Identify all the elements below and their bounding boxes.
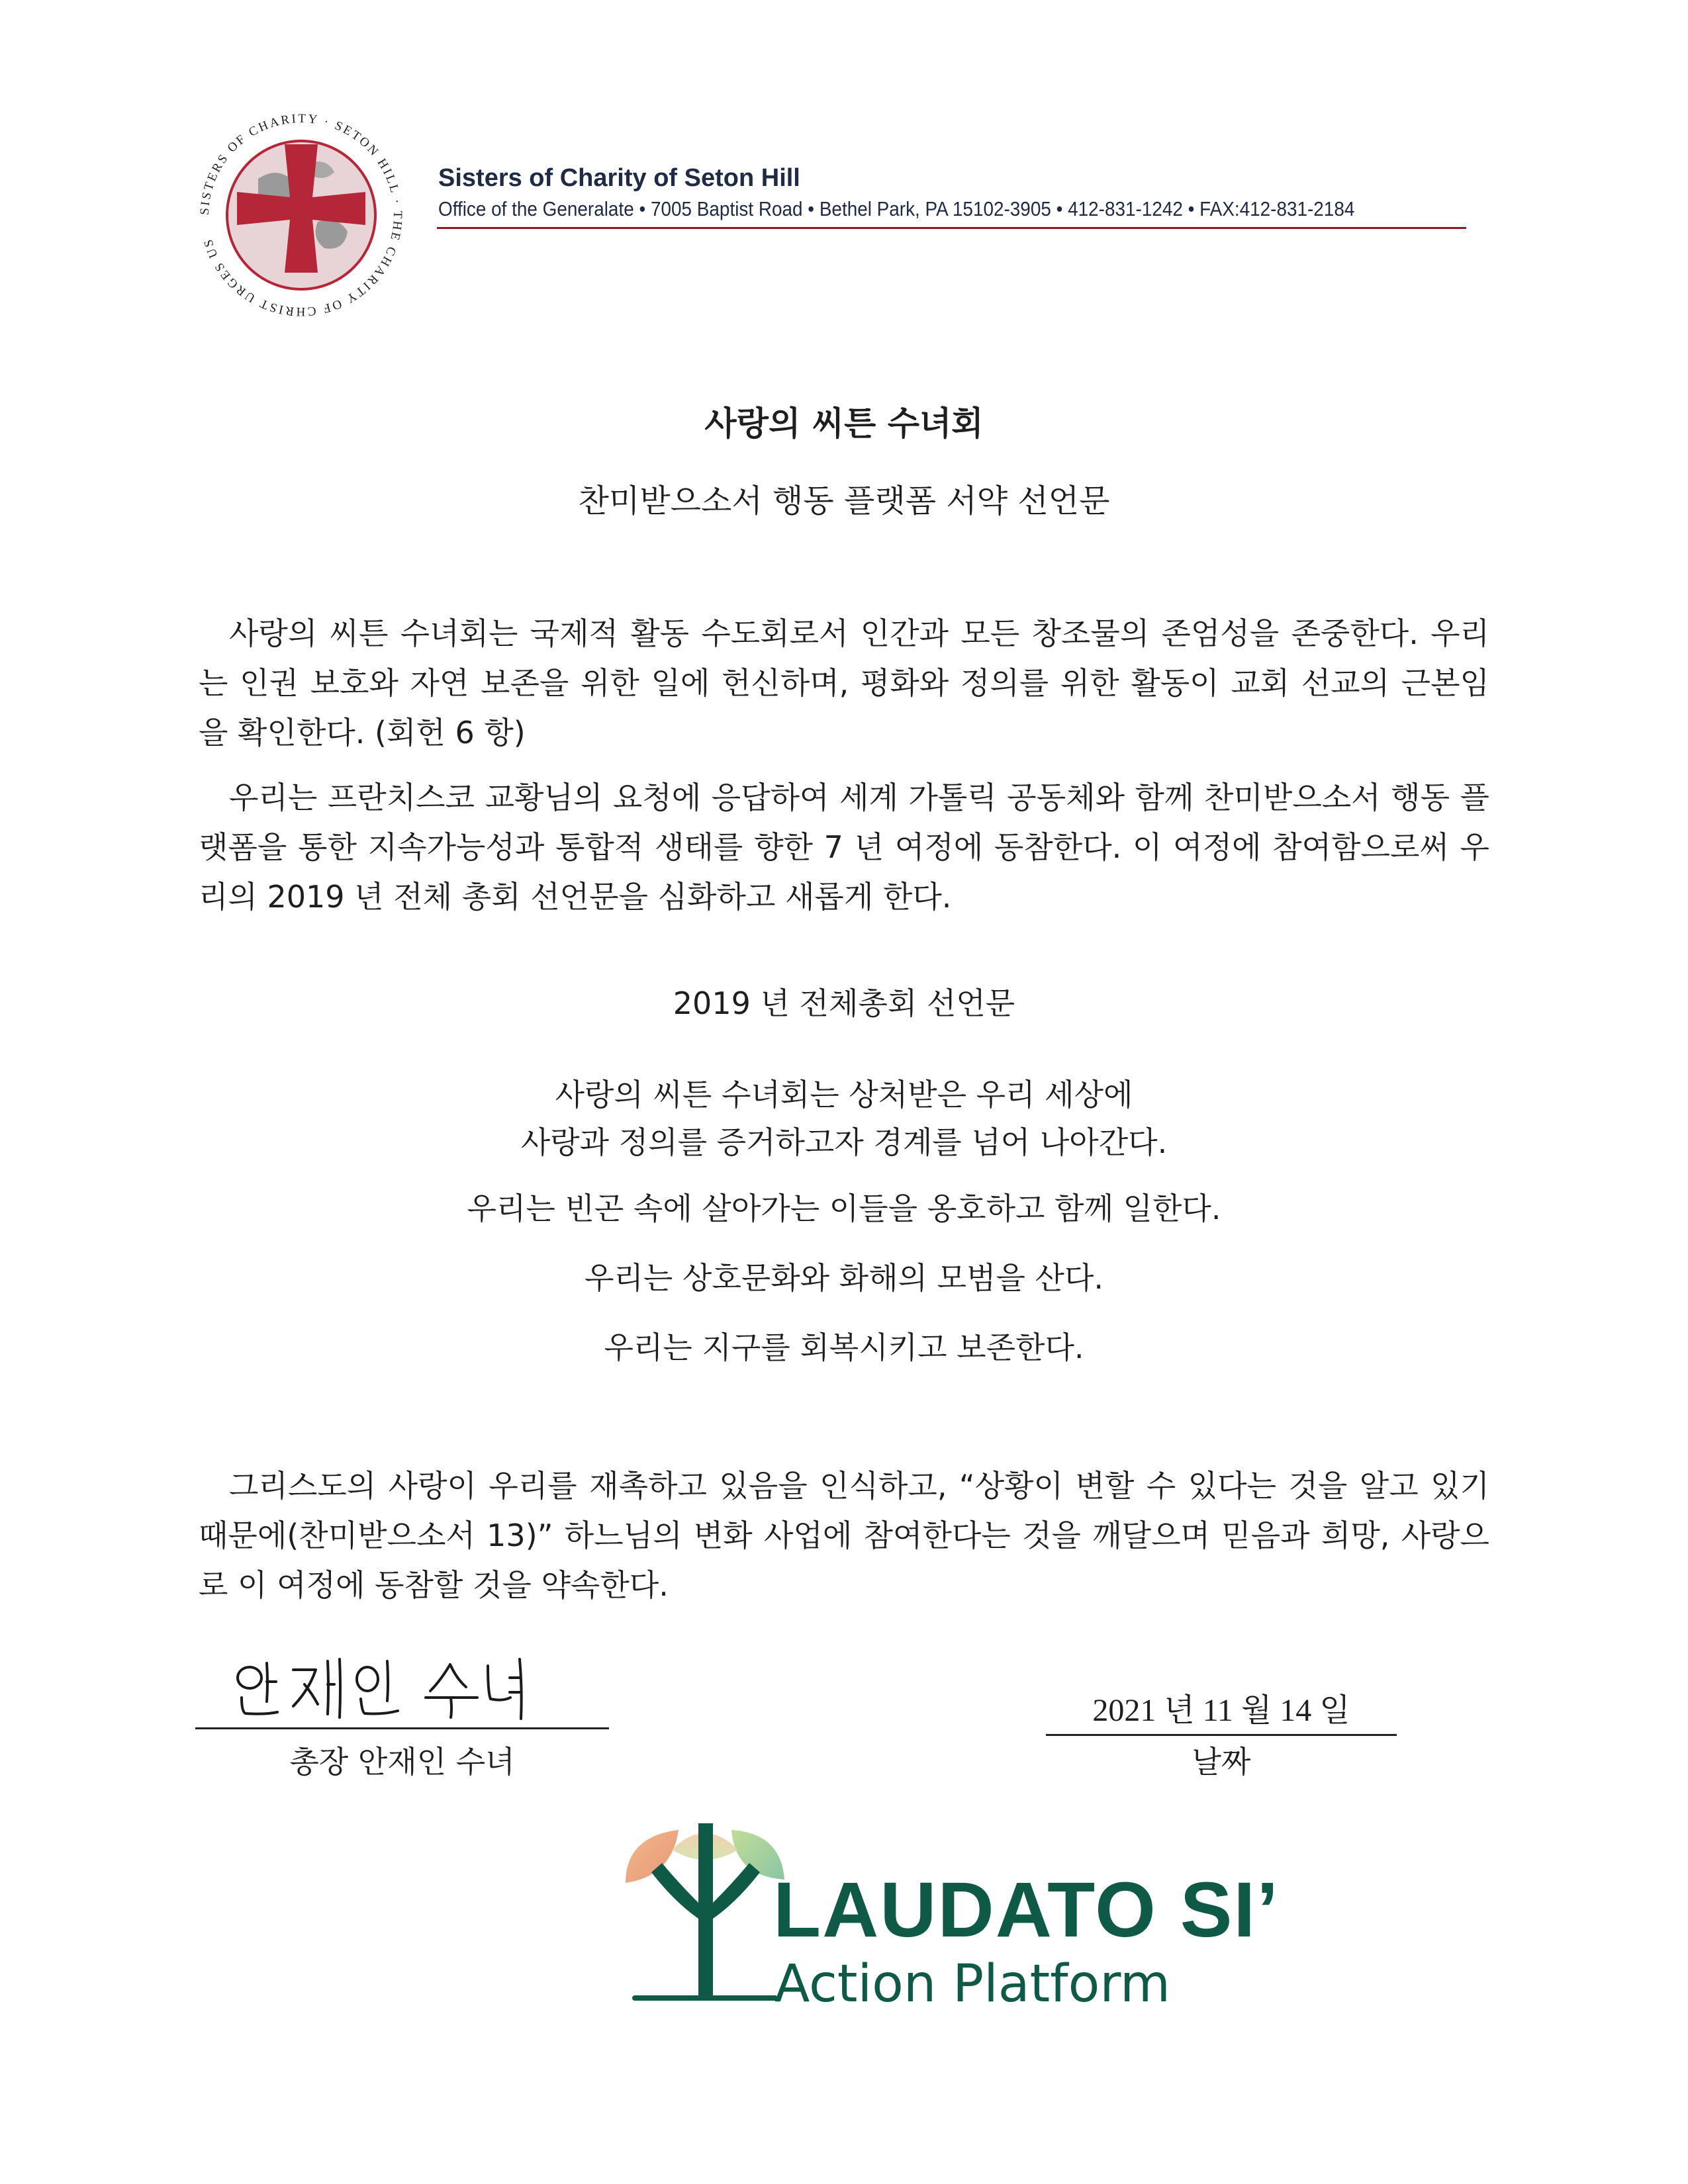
sisters-of-charity-crest-icon: [185, 99, 417, 331]
signature-date: 2021 년 11 월 14 일: [1046, 1684, 1397, 1736]
signature-line: [195, 1727, 609, 1729]
body-paragraph: 우리는 프란치스코 교황님의 요청에 응답하여 세계 가톨릭 공동체와 함께 찬미받으소서 행동 플랫폼을 통한 지속가능성과 통합적 생태를 향한 7 년 여정에 동참한다. 이 여정에 참여함으로써 우리의 2019 년 전체 총회 선언문을 심화하고 새롭게 한다.: [199, 780, 1489, 915]
declaration-line: 우리는 상호문화와 화해의 모범을 산다.: [584, 1260, 1104, 1296]
organization-address: Office of the Generalate • 7005 Baptist Road • Bethel Park, PA 15102-3905 • 412-831-1242 • FAX:412-831-2184: [438, 197, 1355, 220]
declaration-line: 우리는 빈곤 속에 살아가는 이들을 옹호하고 함께 일한다.: [467, 1191, 1221, 1226]
declaration-line: 우리는 지구를 회복시키고 보존한다.: [604, 1330, 1084, 1365]
document-subtitle: 찬미받으소서 행동 플랫폼 서약 선언문: [578, 482, 1110, 520]
declaration-heading: 2019 년 전체총회 선언문: [673, 985, 1015, 1021]
seal-ring-text: SISTERS OF CHARITY · SETON HILL · THE CHARITY OF CHRIST URGES US: [197, 111, 405, 319]
closing-paragraph: 그리스도의 사랑이 우리를 재촉하고 있음을 인식하고, “상황이 변할 수 있다는 것을 알고 있기 때문에(찬미받으소서 13)” 하느님의 변화 사업에 참여한다는 것을 깨달으며 믿음과 희망, 사랑으로 이 여정에 동참할 것을 약속한다.: [199, 1468, 1489, 1603]
action-platform-wordmark: Action Platform: [774, 1954, 1171, 2014]
organization-name: Sisters of Charity of Seton Hill: [438, 164, 800, 192]
signer-name: 총장 안재인 수녀: [289, 1744, 515, 1780]
declaration-line: 사랑의 씨튼 수녀회는 상처받은 우리 세상에: [555, 1077, 1133, 1113]
handwritten-signature: [228, 1651, 553, 1724]
declaration-line: 사랑과 정의를 증거하고자 경계를 넘어 나아간다.: [520, 1124, 1168, 1160]
header-divider: [437, 227, 1466, 229]
laudato-si-wordmark: LAUDATO SI’: [773, 1866, 1280, 1954]
document-title: 사랑의 씨튼 수녀회: [704, 404, 984, 443]
body-paragraph: 사랑의 씨튼 수녀회는 국제적 활동 수도회로서 인간과 모든 창조물의 존엄성을 존중한다. 우리는 인권 보호와 자연 보존을 위한 일에 헌신하며, 평화와 정의를 위한 활동이 교회 선교의 근본임을 확인한다. (회헌 6 항): [199, 615, 1489, 751]
date-label: 날짜: [1192, 1744, 1251, 1780]
